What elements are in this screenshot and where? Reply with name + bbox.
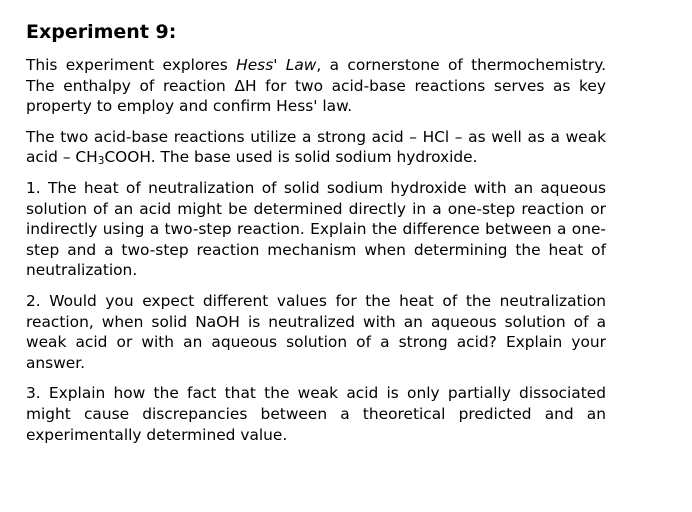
reactions-text-start: The two acid-base reactions utilize a strong acid – HCl – as well as a weak acid – CH (26, 127, 606, 167)
formula-subscript: 3 (97, 155, 105, 168)
question-1: 1. The heat of neutralization of solid sodium hydroxide with an aqueous solution of an acid might be determined directly in a one-step reaction or indirectly using a two-step reaction. Explain the difference between a one-step and a two-step reaction mechanism when determining the heat of neutralization. (26, 178, 606, 280)
question-3: 3. Explain how the fact that the weak acid is only partially dissociated might cause discrepancies between a theoretical predicted and an experimentally determined value. (26, 384, 606, 444)
intro-paragraph (26, 55, 606, 117)
hess-law-emphasis: Hess' Law (236, 56, 317, 74)
intro-text-start: This experiment explores (26, 56, 237, 74)
intro-text-end: , a cornerstone of thermochemistry. The enthalpy of reaction ΔH for two acid-base reactions serves as key property to employ and confirm Hess' law. (26, 56, 606, 116)
reactions-paragraph (26, 127, 606, 168)
reactions-text-end: COOH. The base used is solid sodium hydroxide. (104, 148, 478, 167)
question-2: 2. Would you expect different values for the heat of the neutralization reaction, when solid NaOH is neutralized with an aqueous solution of a weak acid or with an aqueous solution of a strong acid? Explain your answer. (26, 291, 606, 372)
experiment-heading: Experiment 9: (26, 21, 177, 43)
